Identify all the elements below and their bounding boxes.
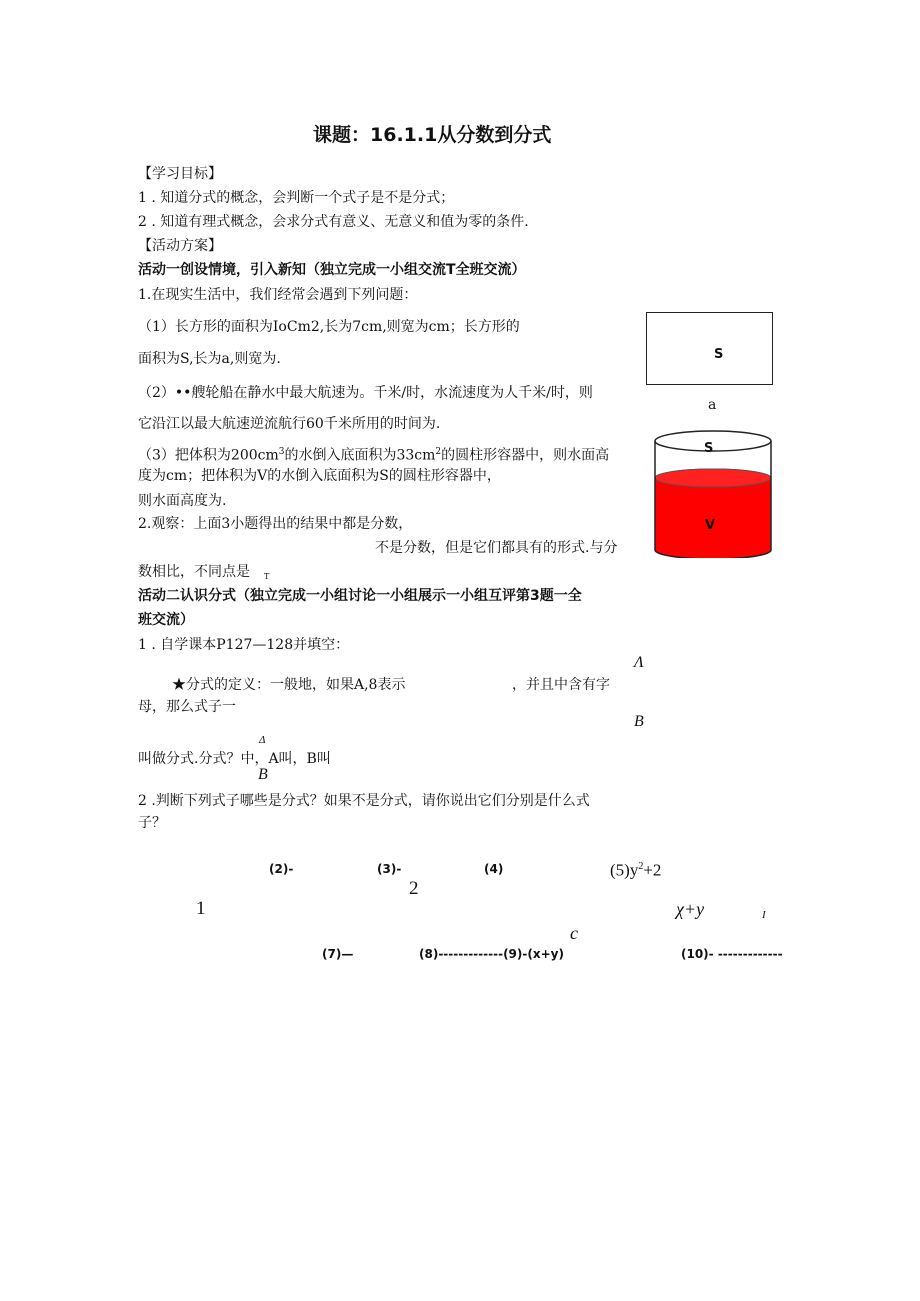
fraction-definition-line: 叫做分式.分式？中，A叫，B叫 xyxy=(138,751,331,767)
question-2-line-2: 它沿江以最大航速逆流航行60千米所用的时间为. xyxy=(138,416,441,432)
rectangle-figure xyxy=(646,312,773,385)
self-study-line: 1 . 自学课本P127—128并填空： xyxy=(138,637,350,653)
cylinder-base-label: S xyxy=(704,441,714,456)
expr-3: (3)- xyxy=(377,862,402,876)
question-1-line-1: （1）长方形的面积为IoCm2,长为7cm,则宽为cm；长方形的 xyxy=(138,319,520,335)
observe-line-2: 不是分数，但是它们都具有的形式.与分 xyxy=(375,540,618,556)
rectangle-side-label: a xyxy=(708,397,717,413)
definition-line-2: 母，那么式子一 xyxy=(138,699,236,715)
question-3-line-3: 则水面高度为. xyxy=(138,493,227,509)
expr-8-9: (8)-------------(9)-(x+y) xyxy=(419,947,564,961)
fraction-bottom-b: B xyxy=(258,766,268,783)
definition-numerator-a: Λ xyxy=(634,654,644,671)
expr-c: c xyxy=(570,923,578,943)
definition-line-1: ★分式的定义：一般地，如果A,8表示 xyxy=(172,677,406,693)
expr-number-1: 1 xyxy=(196,898,206,919)
expr-small-i: I xyxy=(762,909,766,921)
question-2-line-1: （2）••艘轮船在静水中最大航速为。千米/时，水流速度为人千米/时，则 xyxy=(138,385,593,401)
page-title: 课题：16.1.1从分数到分式 xyxy=(313,124,552,146)
plan-heading: 【活动方案】 xyxy=(138,238,222,254)
question-1-line-2: 面积为S,长为a,则宽为. xyxy=(138,351,281,367)
observe-line-1: 2.观察：上面3小题得出的结果中都是分数， xyxy=(138,516,413,532)
expr-7: (7)— xyxy=(322,947,354,961)
rectangle-area-label: S xyxy=(714,347,724,362)
expr-x-plus-y: χ+y xyxy=(676,899,705,919)
activity-1-heading: 活动一创设情境，引入新知（独立完成一小组交流T全班交流） xyxy=(138,262,526,278)
expr-2: (2)- xyxy=(269,862,294,876)
fraction-top-delta: Δ xyxy=(259,734,266,746)
expr-4: (4) xyxy=(484,862,504,876)
goal-2: 2 . 知道有理式概念，会求分式有意义、无意义和值为零的条件. xyxy=(138,214,529,230)
cylinder-liquid-top xyxy=(655,469,771,487)
goal-1: 1 . 知道分式的概念，会判断一个式子是不是分式； xyxy=(138,190,455,206)
activity-1-intro: 1.在现实生活中，我们经常会遇到下列问题： xyxy=(138,287,418,303)
question-3-line-2: 度为cm；把体积为V的水倒入底面积为S的圆柱形容器中， xyxy=(138,468,501,484)
expr-5: $(5)y^2+2$ xyxy=(610,860,662,880)
goals-heading: 【学习目标】 xyxy=(138,166,222,182)
activity-2-heading-line-1: 活动二认识分式（独立完成一小组讨论一小组展示一小组互评第3题一全 xyxy=(138,588,582,604)
observe-mark: T xyxy=(264,572,270,581)
definition-denominator-b: B xyxy=(634,713,644,730)
cylinder-volume-label: V xyxy=(705,518,716,533)
activity-2-heading-line-2: 班交流） xyxy=(138,612,194,628)
observe-line-3: 数相比，不同点是 xyxy=(138,564,250,580)
expr-10: (10)- ------------- xyxy=(681,947,783,961)
expr-number-2: 2 xyxy=(409,878,419,899)
question-3-line-1: （3）把体积为$200cm^3$的水倒入底面积为$33cm^2$的圆柱形容器中，则水面高 xyxy=(138,447,610,464)
judge-line-2: 子？ xyxy=(138,815,166,831)
judge-line-1: 2 .判断下列式子哪些是分式？如果不是分式，请你说出它们分别是什么式 xyxy=(138,793,590,809)
definition-line-1-end: ，并且中含有字 xyxy=(512,677,610,693)
